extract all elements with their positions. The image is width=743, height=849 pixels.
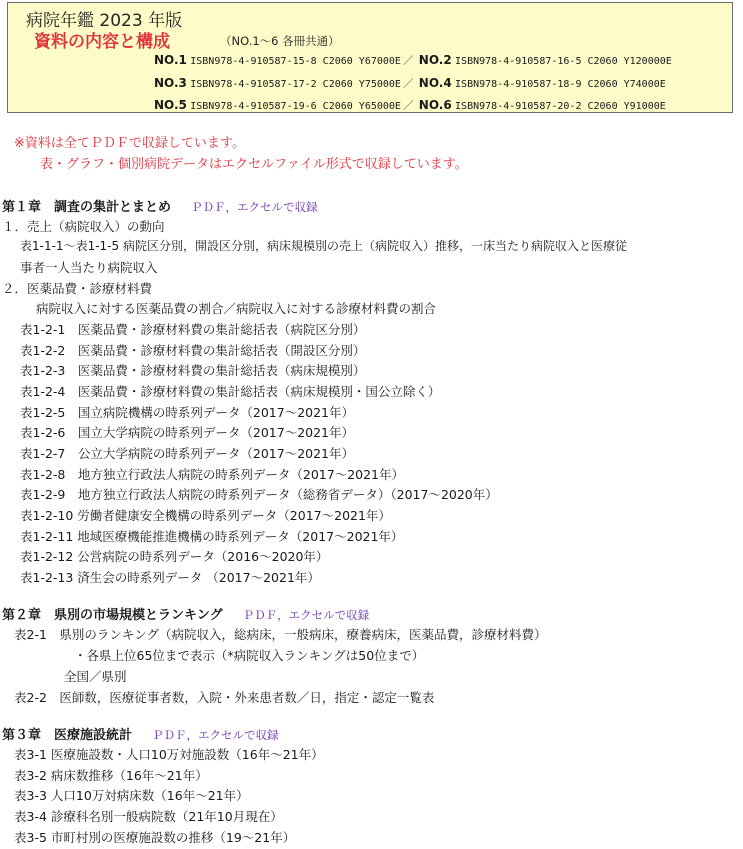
header-subtitle: 資料の内容と構成 bbox=[34, 32, 170, 52]
chapter-1-heading bbox=[2, 196, 318, 215]
chapter-3-heading bbox=[2, 724, 279, 743]
chapter-2-heading bbox=[2, 604, 369, 623]
isbn-row bbox=[154, 53, 672, 68]
list-item: 表1-2-9 地方独立行政法人病院の時系列データ（総務省データ）（2017～2020年） bbox=[20, 487, 498, 502]
list-item: 表1-2-12 公営病院の時系列データ（2016～2020年） bbox=[20, 549, 329, 564]
table-2-2: 表2-2 医師数，医療従事者数，入院・外来患者数／日，指定・認定一覧表 bbox=[14, 690, 435, 705]
note-excel: 表・グラフ・個別病院データはエクセルファイル形式で収録しています。 bbox=[40, 157, 468, 172]
section-1-1-title: １．売上（病院収入）の動向 bbox=[2, 219, 165, 234]
section-1-2-desc: 病院収入に対する医薬品費の割合／病院収入に対する診療材料費の割合 bbox=[36, 301, 437, 316]
volume-number: NO.3 bbox=[154, 76, 187, 90]
volume-code: ISBN978-4-910587-18-9 C2060 Y74000E bbox=[455, 79, 666, 90]
list-item: 表3-5 市町村別の医療施設数の推移（19～21年） bbox=[14, 830, 296, 845]
volume-number: NO.4 bbox=[418, 76, 452, 90]
section-1-1-desc-cont: 事者一人当たり病院収入 bbox=[20, 260, 158, 275]
volume-code: ISBN978-4-910587-20-2 C2060 Y91000E bbox=[455, 101, 666, 112]
list-item: 表1-2-5 国立病院機構の時系列データ（2017～2021年） bbox=[20, 405, 355, 420]
chapter-3-tag: ＰＤＦ，エクセルで収録 bbox=[152, 728, 279, 742]
volume-code: ISBN978-4-910587-16-5 C2060 Y120000E bbox=[455, 56, 672, 67]
list-item: 表1-2-10 労働者健康安全機構の時系列データ（2017～2021年） bbox=[20, 508, 391, 523]
list-item: 表3-4 診療科名別一般病院数（21年10月現在） bbox=[14, 809, 283, 824]
list-item: 表3-1 医療施設数・人口10万対施設数（16年～21年） bbox=[14, 747, 324, 762]
chapter-3-title: 第３章 医療施設統計 bbox=[2, 728, 133, 743]
list-item: 表1-2-11 地域医療機能推進機構の時系列データ（2017～2021年） bbox=[20, 529, 404, 544]
header-note: （NO.1～6 各冊共通） bbox=[220, 34, 340, 48]
volume-separator: ／ bbox=[402, 55, 414, 67]
list-item: 表1-2-7 公立大学病院の時系列データ（2017～2021年） bbox=[20, 446, 355, 461]
volume-number: NO.5 bbox=[154, 98, 187, 112]
section-1-1-desc: 表1-1-1～表1-1-5 病院区分別，開設区分別，病床規模別の売上（病院収入）推移，一床当たり病院収入と医療従 bbox=[20, 239, 627, 253]
list-item: 表1-2-8 地方独立行政法人病院の時系列データ（2017～2021年） bbox=[20, 467, 405, 482]
list-item: 表1-2-13 済生会の時系列データ （2017～2021年） bbox=[20, 570, 320, 585]
volume-separator: ／ bbox=[402, 78, 414, 90]
list-item: 表1-2-4 医薬品費・診療材料費の集計総括表（病床規模別・国公立除く） bbox=[20, 384, 441, 399]
volume-code: ISBN978-4-910587-19-6 C2060 Y65000E bbox=[190, 101, 401, 112]
section-1-2-title: ２．医薬品費・診療材料費 bbox=[2, 281, 153, 296]
note-pdf: ※資料は全てＰＤＦで収録しています。 bbox=[14, 136, 245, 151]
table-2-1-scope: 全国／県別 bbox=[64, 669, 127, 684]
volume-number: NO.6 bbox=[418, 98, 452, 112]
table-2-1: 表2-1 県別のランキング（病院収入，総病床，一般病床，療養病床，医薬品費，診療材料費） bbox=[14, 627, 547, 642]
isbn-row bbox=[154, 98, 666, 113]
chapter-2-tag: ＰＤＦ，エクセルで収録 bbox=[242, 608, 370, 622]
list-item: 表1-2-1 医薬品費・診療材料費の集計総括表（病院区分別） bbox=[20, 322, 366, 337]
volume-code: ISBN978-4-910587-17-2 C2060 Y75000E bbox=[190, 79, 401, 90]
header-title: 病院年鑑 2023 年版 bbox=[26, 11, 183, 31]
isbn-row bbox=[154, 76, 666, 91]
list-item: 表1-2-2 医薬品費・診療材料費の集計総括表（開設区分別） bbox=[20, 343, 366, 358]
list-item: 表3-2 病床数推移（16年～21年） bbox=[14, 768, 208, 783]
chapter-1-title: 第１章 調査の集計とまとめ bbox=[2, 200, 172, 215]
volume-code: ISBN978-4-910587-15-8 C2060 Y67000E bbox=[190, 56, 401, 67]
header-box bbox=[7, 2, 733, 113]
volume-number: NO.1 bbox=[154, 53, 187, 67]
list-item: 表1-2-3 医薬品費・診療材料費の集計総括表（病床規模別） bbox=[20, 363, 366, 378]
chapter-2-title: 第２章 県別の市場規模とランキング bbox=[2, 608, 223, 623]
list-item: 表1-2-6 国立大学病院の時系列データ（2017～2021年） bbox=[20, 425, 355, 440]
list-item: 表3-3 人口10万対病床数（16年～21年） bbox=[14, 788, 249, 803]
volume-number: NO.2 bbox=[418, 53, 452, 67]
volume-separator: ／ bbox=[402, 100, 414, 112]
table-2-1-note: ・各県上位65位まで表示（*病院収入ランキングは50位まで） bbox=[74, 648, 425, 663]
chapter-1-tag: ＰＤＦ，エクセルで収録 bbox=[191, 200, 318, 214]
